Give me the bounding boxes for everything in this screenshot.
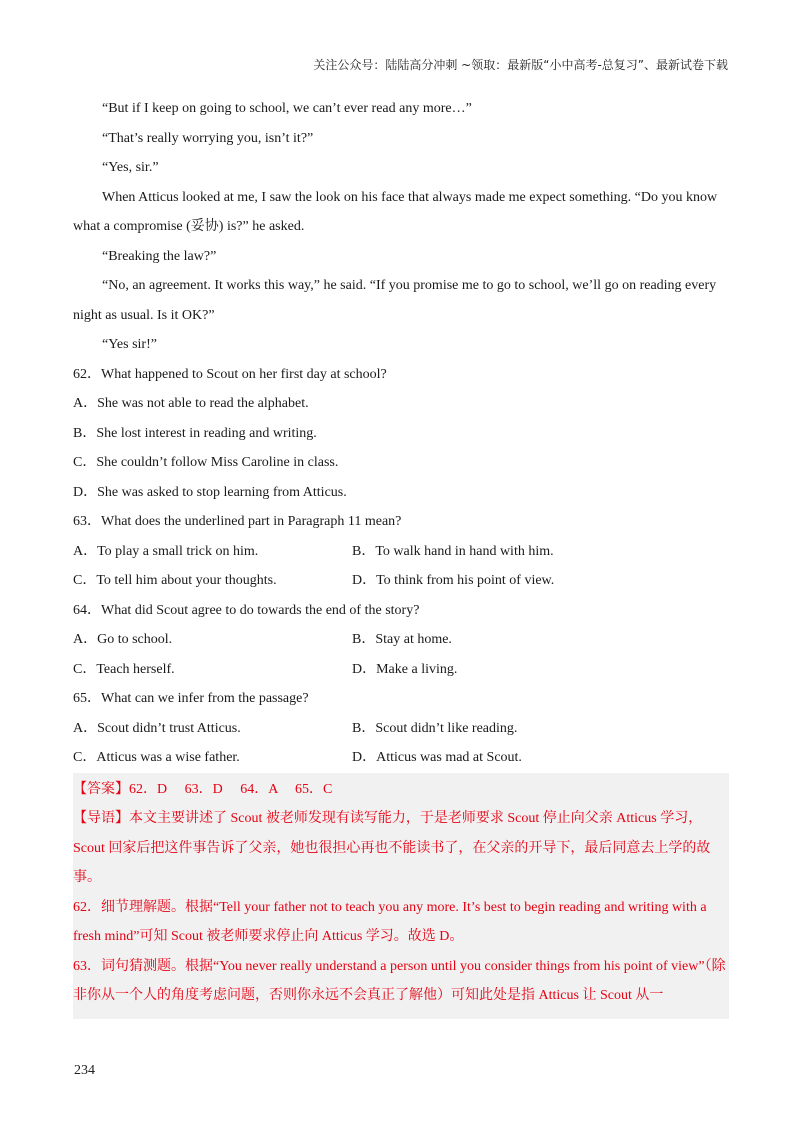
option-a: A．To play a small trick on him. [73, 543, 259, 559]
option-d: D．Atticus was mad at Scout. [352, 750, 522, 765]
page-number: 234 [74, 1063, 95, 1078]
options-row [73, 566, 729, 596]
answer-section [73, 773, 729, 1019]
options-row [73, 655, 729, 685]
options-row [73, 537, 729, 567]
options-row [73, 743, 729, 773]
question-64 [73, 596, 729, 685]
answer-explanation-63: 63．词句猜测题。根据“You never really understand a person until you consider things from his point of view”（除非你从一个人的角度考虑问题，否则你永远不会真正了解他）可知此处是指 Atticus 让 Scout 从一 [73, 958, 726, 1003]
option-a: A．She was not able to read the alphabet. [73, 396, 309, 411]
passage [73, 94, 729, 360]
question-stem: 64．What did Scout agree to do towards the end of the story? [73, 602, 420, 618]
option-c: C．She couldn’t follow Miss Caroline in class. [73, 455, 339, 470]
passage-paragraph: “Yes sir!” [102, 337, 157, 352]
option-c: C．To tell him about your thoughts. [73, 573, 277, 588]
option-d: D．Make a living. [352, 661, 458, 677]
answer-guide: 【导语】本文主要讲述了 Scout 被老师发现有读写能力，于是老师要求 Scout 停止向父亲 Atticus 学习，Scout 回家后把这件事告诉了父亲，她也很担心再也不能读书了，在父亲的开导下，最后同意去上学的故事。 [73, 811, 711, 885]
option-b: B．Stay at home. [352, 632, 452, 647]
question-63 [73, 507, 729, 596]
option-d: D．She was asked to stop learning from Atticus. [73, 484, 347, 500]
option-a: A．Go to school. [73, 632, 173, 647]
question-stem: 63．What does the underlined part in Paragraph 11 mean? [73, 514, 402, 529]
passage-paragraph: “Breaking the law?” [102, 248, 217, 264]
question-65 [73, 684, 729, 773]
answer-explanation-62: 62．细节理解题。根据“Tell your father not to teach you any more. It’s best to begin reading and writing with a fresh mind”可知 Scout 被老师要求停止向 Atticus 学习。故选 D。 [73, 899, 707, 944]
options-row [73, 625, 729, 655]
option-c: C．Atticus was a wise father. [73, 750, 240, 765]
option-d: D．To think from his point of view. [352, 573, 555, 588]
passage-paragraph: “No, an agreement. It works this way,” he said. “If you promise me to go to school, we’ll go on reading every night as usual. Is it OK?” [73, 278, 717, 323]
answer-key: 【答案】62．D 63．D 64．A 65．C [73, 781, 333, 797]
option-c: C．Teach herself. [73, 661, 175, 677]
page-content [73, 94, 729, 1019]
option-a: A．Scout didn’t trust Atticus. [73, 720, 241, 736]
option-b: B．To walk hand in hand with him. [352, 543, 554, 559]
passage-paragraph: “Yes, sir.” [102, 160, 159, 175]
option-b: B．Scout didn’t like reading. [352, 720, 518, 736]
question-stem: 65．What can we infer from the passage? [73, 691, 309, 706]
options-row [73, 714, 729, 744]
passage-paragraph: When Atticus looked at me, I saw the look on his face that always made me expect something. “Do you know what a compromise (妥协) is?” he asked. [73, 189, 718, 234]
question-62 [73, 360, 729, 508]
question-stem: 62．What happened to Scout on her first day at school? [73, 366, 387, 382]
page-header: 关注公众号：陆陆高分冲刺 ~领取：最新版“小中高考-总复习”、最新试卷下载 [313, 58, 728, 72]
passage-paragraph: “But if I keep on going to school, we can’t ever read any more…” [102, 101, 472, 116]
option-b: B．She lost interest in reading and writing. [73, 425, 317, 441]
passage-paragraph: “That’s really worrying you, isn’t it?” [102, 130, 314, 146]
